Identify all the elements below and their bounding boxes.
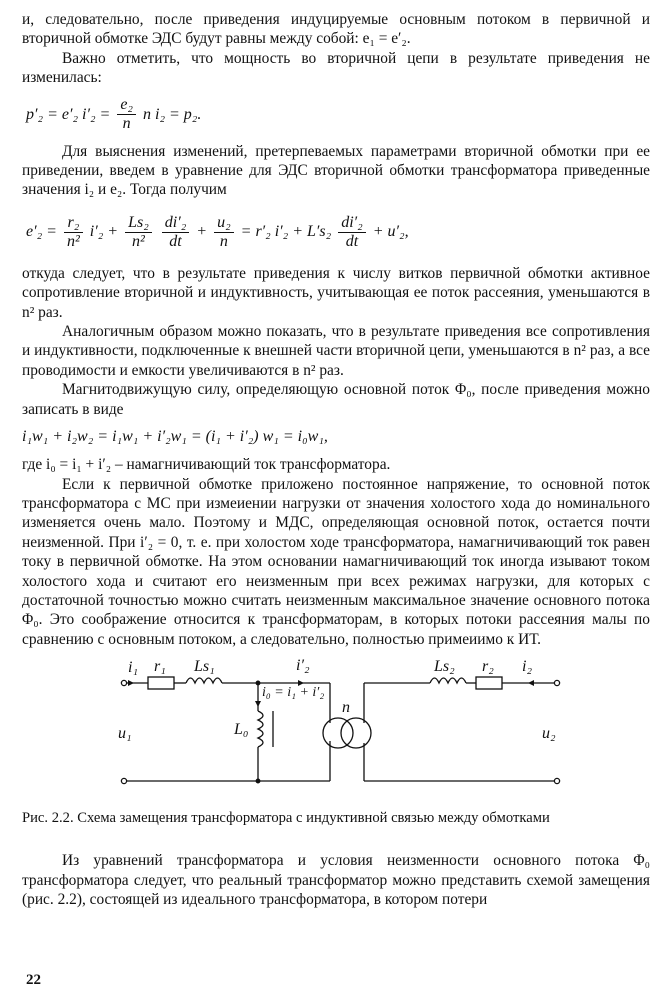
label-r2: r₂ [482, 658, 494, 676]
inductor-ls2 [430, 678, 466, 683]
paragraph-1: и, следовательно, после приведения индуцируемые основным потоком в первичной и вторичной обмотке ЭДС будут равны между собой: e₁ = e′₂. [22, 11, 650, 48]
paragraph-3: Для выяснения изменений, претерпеваемых параметрами вторичной обмотки при ее приведении, введем в уравнение для ЭДС вторичной обмотки трансформатора приведенные значения i₂ и e₂. Тогда получим [22, 142, 650, 199]
label-i1: i₁ [128, 659, 139, 677]
paragraph-4: откуда следует, что в результате приведения к числу витков первичной обмотки активное сопротивление вторичной и индуктивность, учитывающая ее поток рассеяния, уменьшаются в n² раз. [22, 264, 650, 321]
eq2-f1-den: n² [66, 232, 80, 250]
eq2-frac3 [162, 214, 190, 251]
eq2-frac1 [64, 214, 83, 251]
eq1-right: n i₂ = p₂. [143, 105, 202, 123]
resistor-r2 [476, 677, 502, 689]
circuit-figure [22, 655, 650, 807]
eq2-frac5 [338, 214, 366, 251]
transformer-coil-right [341, 718, 371, 748]
eq1-num: e₂ [117, 96, 136, 115]
label-u1: u₁ [118, 725, 132, 743]
label-i2p: i′₂ [296, 657, 310, 675]
eq1-den: n [122, 115, 131, 133]
equation-mmf: i₁w₁ + i₂w₂ = i₁w₁ + i′₂w₁ = (i₁ + i′₂) w₁ = i₀w₁, [22, 428, 328, 446]
terminal-bottom-right [554, 779, 559, 784]
terminal-top-right [554, 681, 559, 686]
figure-caption: Рис. 2.2. Схема замещения трансформатора с индуктивной связью между обмотками [22, 810, 550, 827]
arrow-i0 [255, 701, 261, 707]
page [22, 10, 650, 909]
label-r1: r₁ [154, 658, 166, 676]
eq2-f4-den: n [219, 232, 228, 250]
equation-power [22, 88, 650, 142]
eq2-mid: = r′₂ i′₂ + L′s₂ [240, 222, 332, 240]
eq2-left: e′₂ = [26, 222, 57, 240]
eq2-frac4 [214, 214, 234, 251]
label-u2: u₂ [542, 725, 556, 743]
label-ls2: Ls₂ [434, 658, 455, 676]
equation-emf [22, 200, 650, 264]
eq1-fraction [117, 96, 136, 133]
eq2-frac2 [125, 214, 152, 251]
inductor-l0 [258, 711, 263, 747]
page-number: 22 [26, 972, 41, 988]
eq2-f3-num: di′₂ [162, 214, 190, 233]
paragraph-2: Важно отметить, что мощность во вторичной цепи в результате приведения не изменилась: [22, 49, 650, 87]
eq2-f1-num: r₂ [64, 214, 83, 233]
resistor-r1 [148, 677, 174, 689]
inductor-ls1 [186, 678, 222, 683]
eq2-f4-num: u₂ [214, 214, 234, 233]
paragraph-7: где i₀ = i₁ + i′₂ – намагничивающий ток трансформатора. [22, 456, 391, 474]
eq2-f2-den: n² [132, 232, 145, 250]
transformer-coil-left [323, 718, 353, 748]
paragraph-6: Магнитодвижущую силу, определяющую основной поток Φ₀, после приведения можно записать в виде [22, 381, 650, 418]
eq2-end: + u′₂, [372, 222, 409, 240]
paragraph-9: Из уравнений трансформатора и условия неизменности основного потока Φ₀ трансформатора следует, что реальный трансформатор можно представить схемой замещения (рис. 2.2), состоящей из идеального трансформатора, в котором потери [22, 852, 650, 908]
eq2-f3-den: dt [169, 232, 182, 250]
paragraph-5: Аналогичным образом можно показать, что в результате приведения все сопротивления и индуктивности, подключенные к внешней части вторичной цепи, уменьшаются в n² раз, а все проводимости и емкости увеличиваются в n² раз. [22, 323, 650, 379]
paragraph-8: Если к первичной обмотке приложено постоянное напряжение, то основной поток трансформатора с МС при измеиении нагрузки от значения холостого хода до номинального изменяется очень мало. Поэтому и МДС, определяющая основной поток, остается почти неизменной. При i′₂ = 0, т. е. при холостом ходе трансформатора, намагничивающий ток равен току в первичной обмотке. На этом основании намагничивающий ток иногда изывают током холостого хода и считают его неизменным при всех режимах нагрузки, для которых с достаточной точностью можно считать неизменным максимальное значение основного потока Φ₀. Это соображение относится к трансформаторам, в которых потоки рассеяния малы по сравнению с основным потоком, а следовательно, полностью примеиимо к ИТ. [22, 475, 650, 648]
label-i2: i₂ [522, 658, 533, 676]
label-l0: L₀ [234, 721, 249, 739]
eq2-plus: + [196, 222, 208, 240]
terminal-bottom-left [121, 779, 126, 784]
label-ls1: Ls₁ [194, 658, 215, 676]
eq2-term1: i′₂ + [89, 222, 119, 240]
arrow-i2 [528, 680, 534, 686]
eq2-f5-num: di′₂ [338, 214, 366, 233]
label-n: n [342, 699, 350, 717]
arrow-i1 [128, 680, 134, 686]
label-i0: i₀ = i₁ + i′₂ [262, 685, 325, 701]
eq2-f2-num: Ls₂ [125, 214, 152, 233]
terminal-top-left [121, 681, 126, 686]
eq2-f5-den: dt [345, 232, 359, 250]
eq1-left: p′₂ = e′₂ i′₂ = [26, 105, 111, 123]
